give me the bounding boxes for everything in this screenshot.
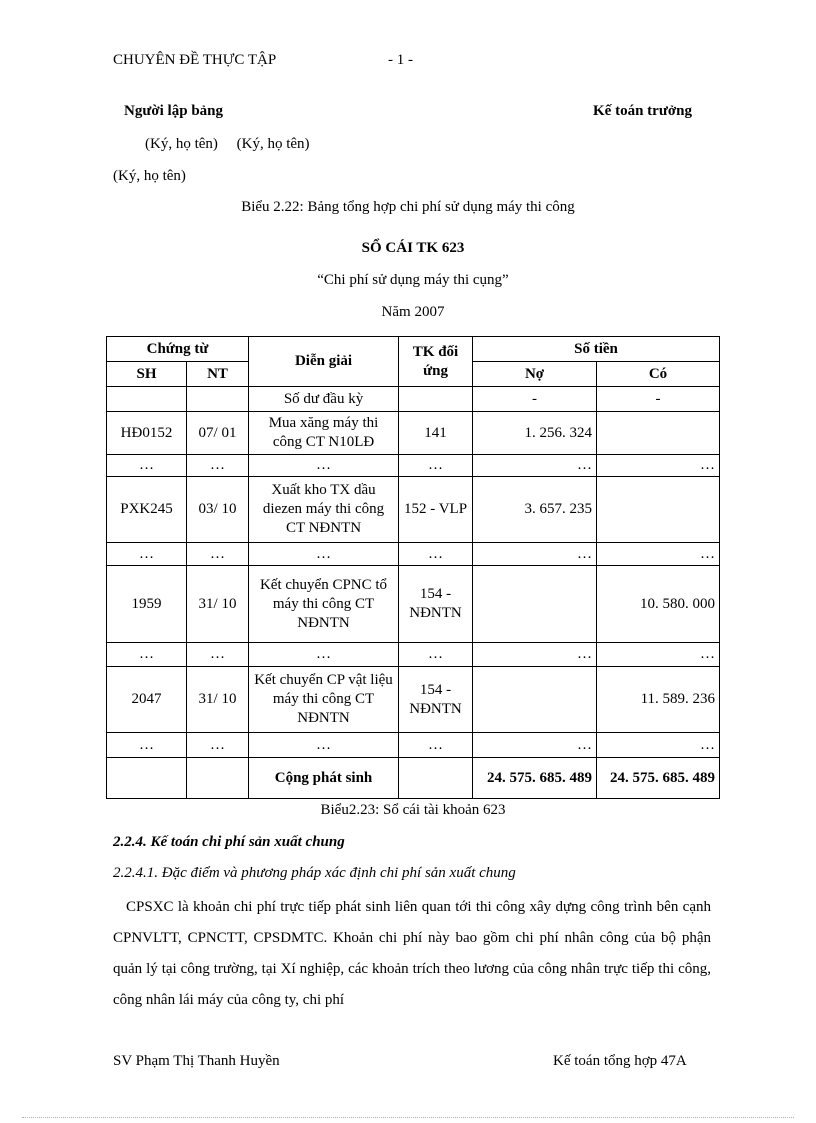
cell-credit: …	[597, 543, 720, 566]
opening-label: Số dư đầu kỳ	[249, 387, 399, 412]
total-row	[107, 758, 720, 799]
cell-account: 141	[399, 412, 473, 455]
header-amount: Số tiền	[473, 337, 720, 362]
cell-sh: …	[107, 643, 187, 667]
table-row	[107, 455, 720, 477]
cell-account: …	[399, 455, 473, 477]
cell-account: 152 - VLP	[399, 477, 473, 543]
header-debit: Nợ	[473, 362, 597, 387]
cell-nt: …	[187, 733, 249, 758]
section-subheading: 2.2.4.1. Đặc điểm và phương pháp xác định chi phí sản xuất chung	[113, 865, 516, 881]
signature-note-line-1: (Ký, họ tên) (Ký, họ tên)	[145, 136, 310, 152]
opening-debit: -	[473, 387, 597, 412]
opening-balance-row	[107, 387, 720, 412]
cell-debit: …	[473, 643, 597, 667]
table-row	[107, 733, 720, 758]
cell-sh: HĐ0152	[107, 412, 187, 455]
footer-student-name: SV Phạm Thị Thanh Huyền	[113, 1053, 280, 1069]
cell-nt: 31/ 10	[187, 566, 249, 643]
cell-credit: …	[597, 455, 720, 477]
cell-nt: 07/ 01	[187, 412, 249, 455]
cell-credit: 11. 589. 236	[597, 667, 720, 733]
header-sh: SH	[107, 362, 187, 387]
footer-class: Kế toán tổng hợp 47A	[553, 1053, 687, 1069]
total-debit: 24. 575. 685. 489	[473, 758, 597, 799]
cell-credit: 10. 580. 000	[597, 566, 720, 643]
cell-sh: …	[107, 733, 187, 758]
table-row	[107, 412, 720, 455]
total-credit: 24. 575. 685. 489	[597, 758, 720, 799]
cell-debit: …	[473, 455, 597, 477]
header-nt: NT	[187, 362, 249, 387]
cell-nt: …	[187, 643, 249, 667]
cell-account: 154 - NĐNTN	[399, 667, 473, 733]
total-label: Cộng phát sinh	[249, 758, 399, 799]
cell-description: …	[249, 543, 399, 566]
table-row	[107, 543, 720, 566]
cell-description: Kết chuyển CPNC tổ máy thi công CT NĐNTN	[249, 566, 399, 643]
preparer-title: Người lập bảng	[124, 103, 224, 119]
cell-sh: …	[107, 543, 187, 566]
cell-description: …	[249, 455, 399, 477]
ledger-subtitle: “Chi phí sử dụng máy thi cụng”	[317, 272, 509, 288]
header-description: Diễn giải	[249, 337, 399, 387]
cell-nt: 31/ 10	[187, 667, 249, 733]
cell-credit	[597, 412, 720, 455]
cell-credit: …	[597, 643, 720, 667]
cell-debit: …	[473, 543, 597, 566]
cell-nt: …	[187, 455, 249, 477]
cell-account: …	[399, 543, 473, 566]
body-paragraph: CPSXC là khoản chi phí trực tiếp phát sinh liên quan tới thi công xây dựng công trình bên cạnh CPNVLTT, CPNCTT, CPSDMTC. Khoản chi phí này bao gồm chi phí nhân công của bộ phận quản lý tại công trường, tại Xí nghiệp, các khoản trích theo lương của công nhân trực tiếp thi công, công nhân lái máy của công ty, chi phí	[113, 899, 711, 1008]
ledger-table	[106, 336, 720, 799]
opening-credit: -	[597, 387, 720, 412]
table-row	[107, 643, 720, 667]
cell-debit: 3. 657. 235	[473, 477, 597, 543]
cell-account: 154 - NĐNTN	[399, 566, 473, 643]
cell-debit	[473, 566, 597, 643]
document-header-title: CHUYÊN ĐỀ THỰC TẬP	[113, 52, 277, 68]
cell-sh: …	[107, 455, 187, 477]
caption-bottom: Biểu2.23: Sổ cái tài khoản 623	[320, 802, 506, 818]
table-row	[107, 566, 720, 643]
cell-debit	[473, 667, 597, 733]
cell-nt: …	[187, 543, 249, 566]
cell-debit: …	[473, 733, 597, 758]
signature-note-line-2: (Ký, họ tên)	[113, 168, 186, 184]
chief-accountant-title: Kế toán trưởng	[593, 103, 692, 119]
cell-description: Xuất kho TX dầu diezen máy thi công CT NĐNTN	[249, 477, 399, 543]
page-number: - 1 -	[388, 52, 413, 68]
header-voucher: Chứng từ	[107, 337, 249, 362]
cell-account: …	[399, 733, 473, 758]
caption-top: Biểu 2.22: Bảng tổng hợp chi phí sử dụng máy thi công	[241, 199, 575, 215]
ledger-year: Năm 2007	[381, 304, 445, 320]
table-row	[107, 477, 720, 543]
ledger-title: SỔ CÁI TK 623	[361, 240, 465, 256]
cell-credit	[597, 477, 720, 543]
cell-description: …	[249, 733, 399, 758]
cell-description: …	[249, 643, 399, 667]
page-bottom-divider	[22, 1117, 794, 1118]
table-row	[107, 667, 720, 733]
cell-credit: …	[597, 733, 720, 758]
cell-sh: 2047	[107, 667, 187, 733]
cell-account: …	[399, 643, 473, 667]
cell-nt: 03/ 10	[187, 477, 249, 543]
cell-description: Kết chuyển CP vật liệu máy thi công CT NĐNTN	[249, 667, 399, 733]
header-credit: Có	[597, 362, 720, 387]
section-heading: 2.2.4. Kế toán chi phí sản xuất chung	[113, 834, 345, 850]
cell-sh: PXK245	[107, 477, 187, 543]
header-account: TK đối ứng	[399, 337, 473, 387]
cell-sh: 1959	[107, 566, 187, 643]
cell-debit: 1. 256. 324	[473, 412, 597, 455]
cell-description: Mua xăng máy thi công CT N10LĐ	[249, 412, 399, 455]
